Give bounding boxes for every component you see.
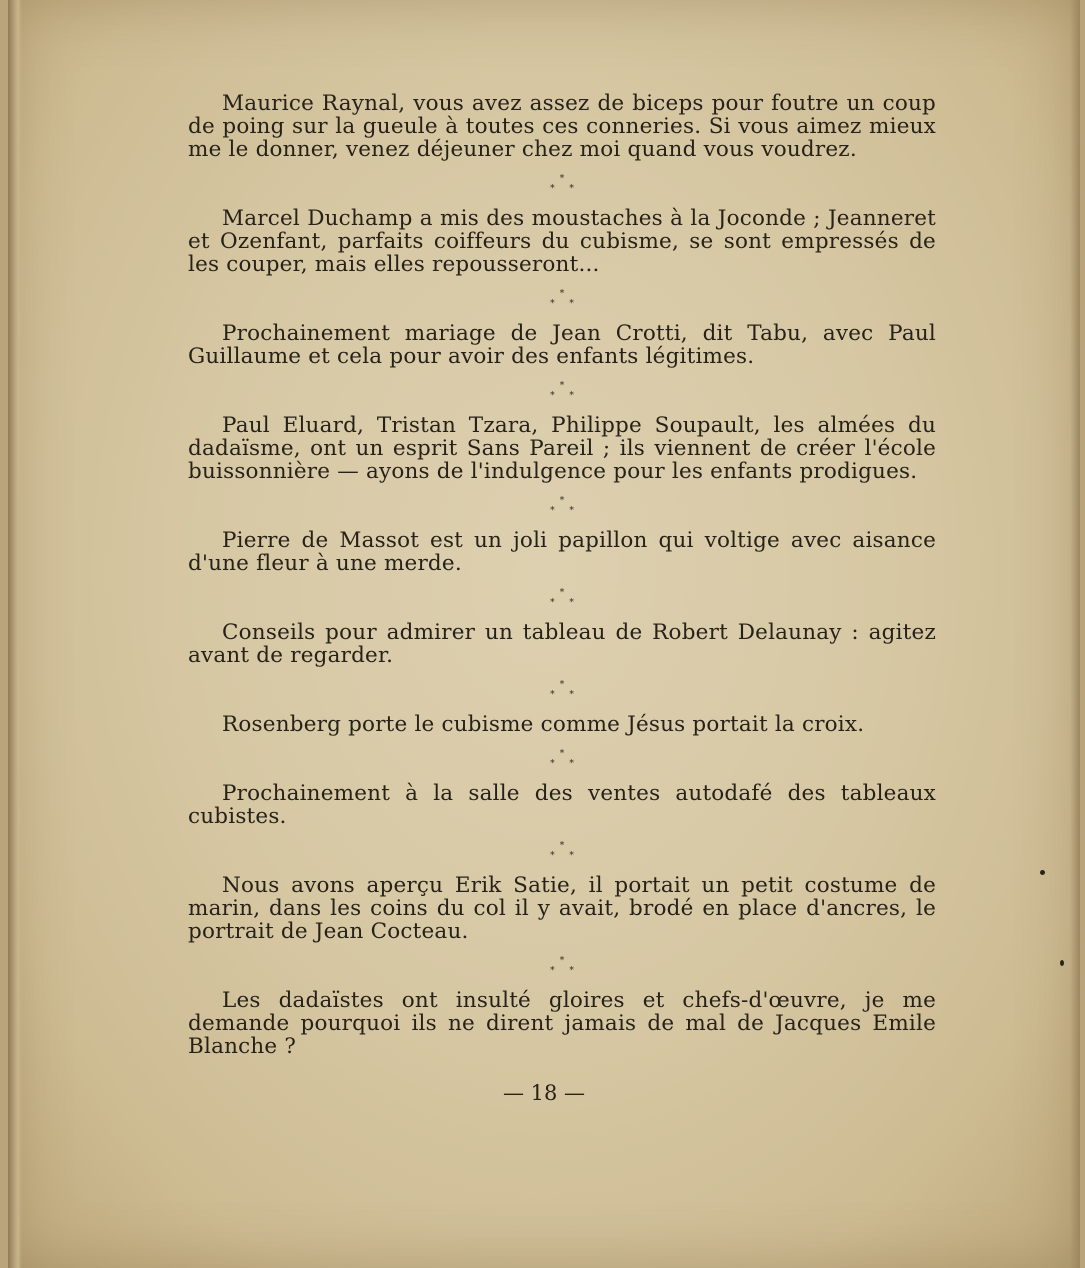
paragraph: Maurice Raynal, vous avez assez de biceps pour foutre un coup de poing sur la gueule à toutes ces conneries. Si vous aimez mieux me le donner, venez déjeuner chez moi quand vous voudrez.	[188, 91, 936, 162]
paragraph: Marcel Duchamp a mis des moustaches à la Joconde ; Jeanneret et Ozenfant, parfaits coiffeurs du cubisme, se sont empressés de les couper, mais elles repousseront...	[188, 206, 936, 277]
paragraph: Les dadaïstes ont insulté gloires et chefs-d'œuvre, je me demande pourquoi ils ne dirent jamais de mal de Jacques Emile Blanche ?	[188, 988, 936, 1059]
paper-speck	[1040, 870, 1045, 875]
asterism-separator: * * *	[550, 588, 580, 608]
asterism-separator: * * *	[550, 680, 580, 700]
book-page	[8, 0, 1080, 1268]
paragraph: Paul Eluard, Tristan Tzara, Philippe Soupault, les almées du dadaïsme, ont un esprit Sans Pareil ; ils viennent de créer l'école buissonnière — ayons de l'indulgence pour les enfants prodigues.	[188, 413, 936, 484]
page-number: — 18 —	[502, 1081, 586, 1105]
asterism-separator: * * *	[550, 841, 580, 861]
asterism-separator: * * *	[550, 496, 580, 516]
paragraph: Nous avons aperçu Erik Satie, il portait un petit costume de marin, dans les coins du col il y avait, brodé en place d'ancres, le portrait de Jean Cocteau.	[188, 873, 936, 944]
paper-speck	[1060, 960, 1064, 966]
paragraph: Prochainement mariage de Jean Crotti, dit Tabu, avec Paul Guillaume et cela pour avoir des enfants légitimes.	[188, 321, 936, 369]
paragraph: Rosenberg porte le cubisme comme Jésus portait la croix.	[222, 712, 865, 737]
asterism-separator: * * *	[550, 749, 580, 769]
asterism-separator: * * *	[550, 174, 580, 194]
asterism-separator: * * *	[550, 381, 580, 401]
asterism-separator: * * *	[550, 289, 580, 309]
paragraph: Prochainement à la salle des ventes autodafé des tableaux cubistes.	[188, 781, 936, 829]
paragraph: Conseils pour admirer un tableau de Robert Delaunay : agitez avant de regarder.	[188, 620, 936, 668]
asterism-separator: * * *	[550, 956, 580, 976]
paragraph: Pierre de Massot est un joli papillon qui voltige avec aisance d'une fleur à une merde.	[188, 528, 936, 576]
text-column	[188, 92, 936, 1058]
